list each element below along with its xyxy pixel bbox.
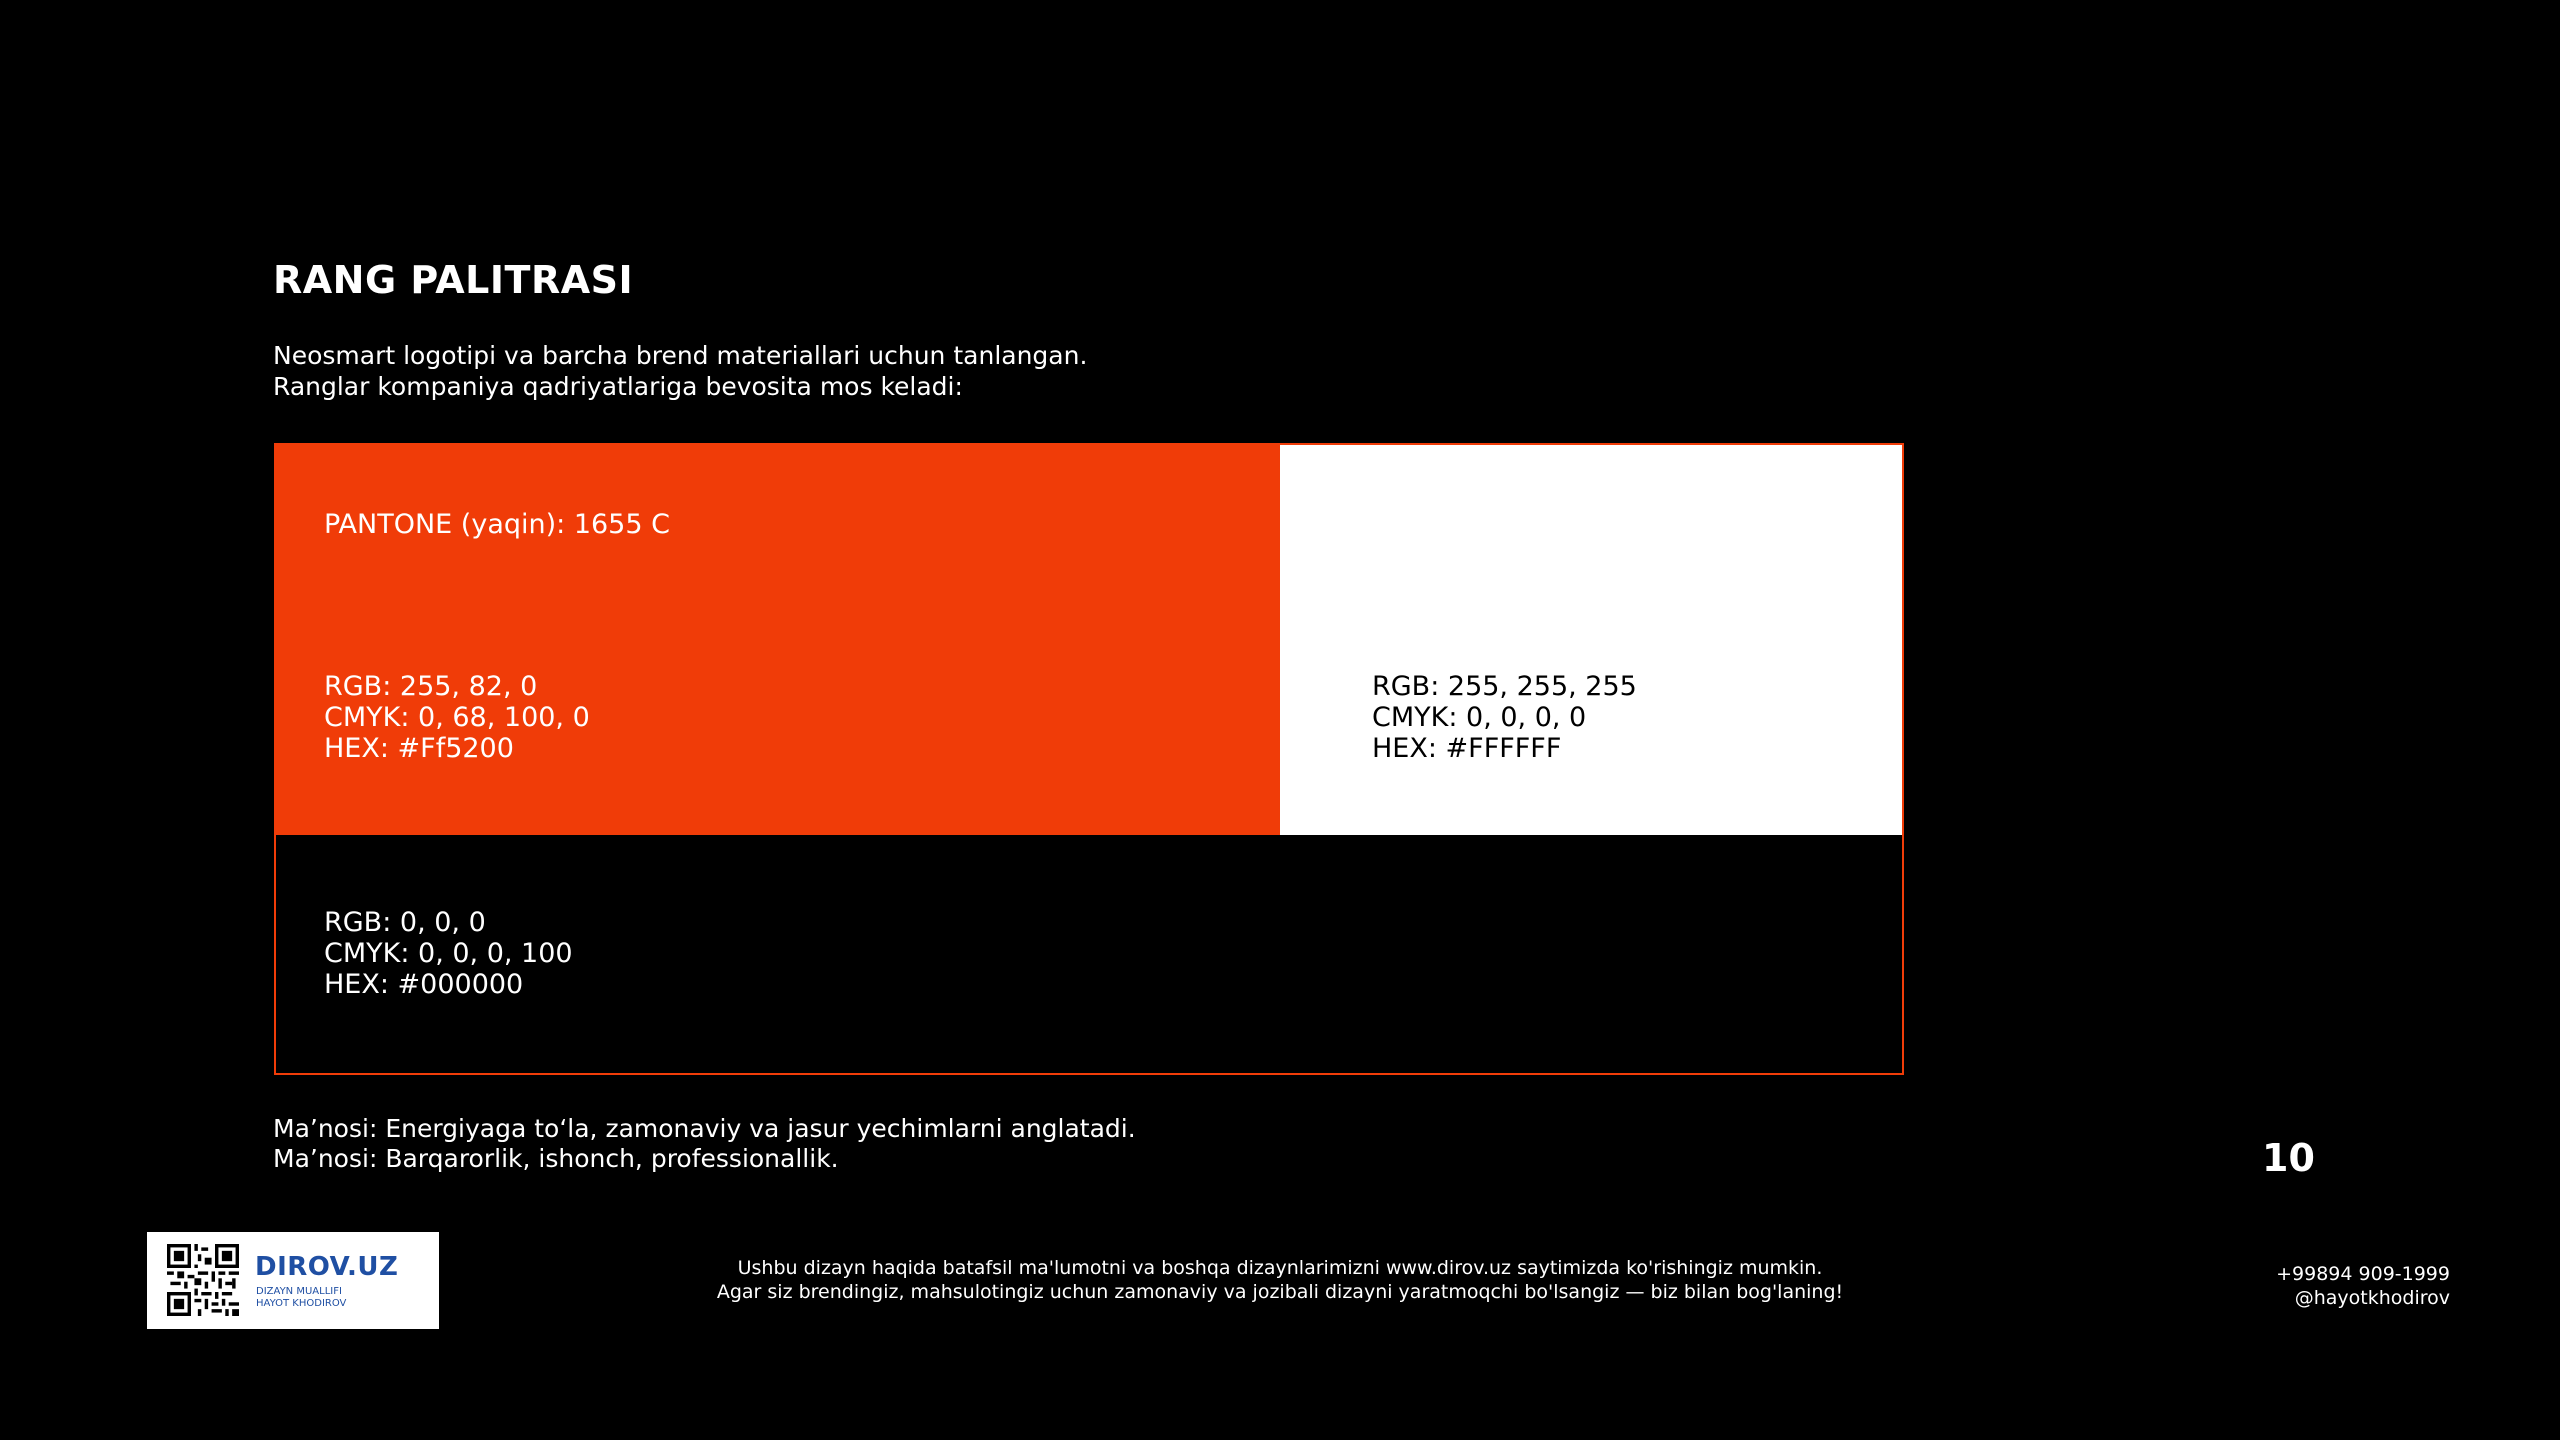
dirov-badge[interactable] bbox=[147, 1232, 439, 1329]
badge-author bbox=[256, 1286, 346, 1310]
page-title: RANG PALITRASI bbox=[273, 258, 634, 302]
white-rgb: RGB: 255, 255, 255 bbox=[1372, 671, 1637, 702]
badge-author-line-2: HAYOT KHODIROV bbox=[256, 1298, 347, 1309]
page-number: 10 bbox=[2262, 1136, 2315, 1180]
orange-pantone: PANTONE (yaqin): 1655 C bbox=[324, 509, 670, 540]
intro-line-1: Neosmart logotipi va barcha brend materiallari uchun tanlangan. bbox=[273, 341, 1088, 370]
white-values bbox=[1372, 671, 1637, 764]
intro-text bbox=[273, 340, 1087, 402]
footer-line-2: Agar siz brendingiz, mahsulotingiz uchun zamonaviy va jozibali dizayni yaratmoqchi bo'lsangiz — biz bilan bog'laning! bbox=[716, 1281, 1844, 1303]
white-swatch bbox=[1280, 445, 1902, 835]
meaning-line-2: Ma’nosi: Barqarorlik, ishonch, professionallik. bbox=[273, 1144, 839, 1173]
color-palette bbox=[274, 443, 1904, 1075]
orange-rgb: RGB: 255, 82, 0 bbox=[324, 671, 538, 702]
white-cmyk: CMYK: 0, 0, 0, 0 bbox=[1372, 702, 1587, 733]
orange-values bbox=[324, 671, 590, 764]
orange-hex: HEX: #Ff5200 bbox=[324, 733, 514, 764]
footer-line-1: Ushbu dizayn haqida batafsil ma'lumotni va boshqa dizaynlarimizni www.dirov.uz saytimizda ko'rishingiz mumkin. bbox=[737, 1257, 1823, 1279]
black-rgb: RGB: 0, 0, 0 bbox=[324, 907, 486, 938]
black-swatch bbox=[276, 835, 1902, 1073]
footer-note bbox=[660, 1256, 1900, 1304]
meaning-line-1: Ma’nosi: Energiyaga to‘la, zamonaviy va jasur yechimlarni anglatadi. bbox=[273, 1114, 1136, 1143]
black-values bbox=[324, 907, 573, 1000]
badge-brand: DIROV.UZ bbox=[255, 1252, 399, 1282]
contact-info bbox=[2200, 1262, 2450, 1310]
intro-line-2: Ranglar kompaniya qadriyatlariga bevosita mos keladi: bbox=[273, 372, 963, 401]
orange-cmyk: CMYK: 0, 68, 100, 0 bbox=[324, 702, 590, 733]
contact-handle: @hayotkhodirov bbox=[2294, 1287, 2450, 1309]
qr-code-icon bbox=[167, 1244, 239, 1316]
black-hex: HEX: #000000 bbox=[324, 969, 524, 1000]
contact-phone: +99894 909-1999 bbox=[2276, 1263, 2450, 1285]
orange-swatch bbox=[276, 445, 1280, 835]
meaning-text bbox=[273, 1114, 1136, 1174]
black-cmyk: CMYK: 0, 0, 0, 100 bbox=[324, 938, 573, 969]
badge-author-line-1: DIZAYN MUALLIFI bbox=[256, 1286, 342, 1297]
white-hex: HEX: #FFFFFF bbox=[1372, 733, 1562, 764]
